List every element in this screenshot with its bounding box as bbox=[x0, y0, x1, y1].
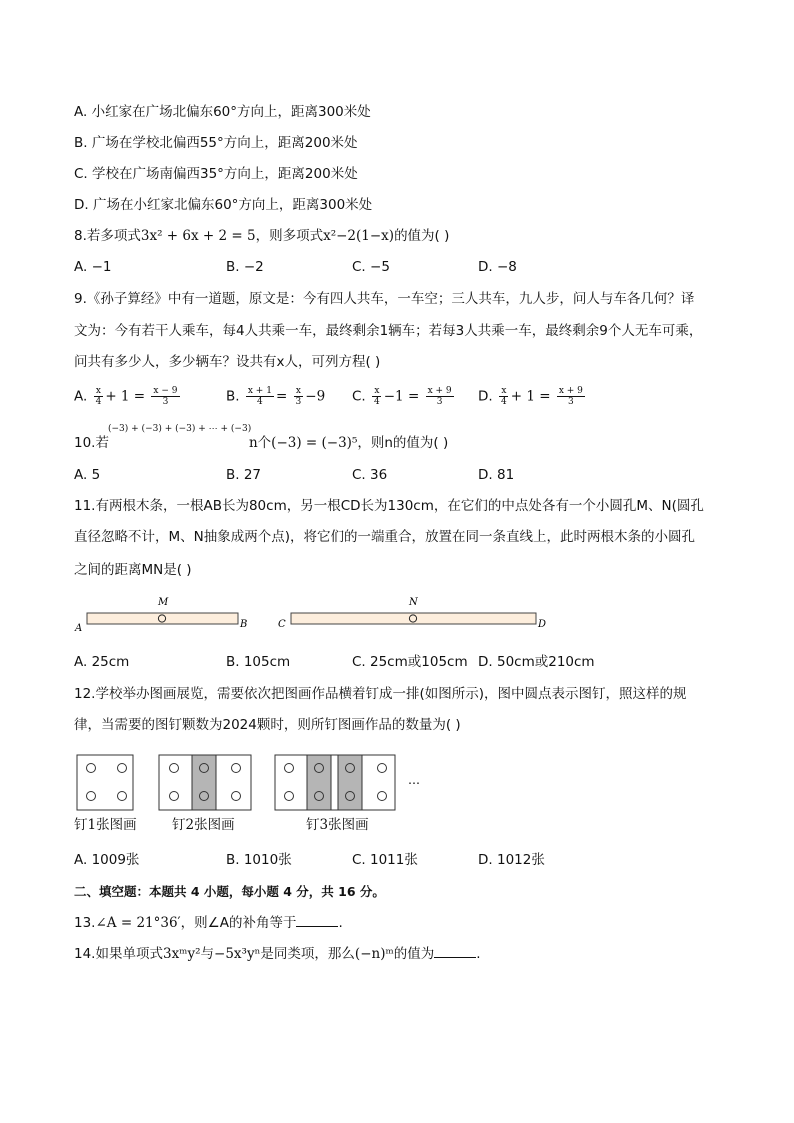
picture-1-frame bbox=[77, 755, 133, 810]
q8-option-d: D. −8 bbox=[478, 259, 517, 275]
fraction: $\frac{x}{4}$ bbox=[374, 386, 380, 407]
q7-option-c: C. 学校在广场南偏西35°方向上，距离200米处 bbox=[74, 166, 358, 182]
q9-line3: 问共有多少人，多少辆车？设共有x人，可列方程( ) bbox=[74, 354, 381, 370]
q14-expr2: −5x³yⁿ bbox=[214, 946, 261, 962]
q8-stem-c: 的值为( ) bbox=[394, 228, 450, 244]
answer-blank bbox=[296, 914, 338, 927]
fraction: $\frac{x}{3}$ bbox=[295, 386, 302, 407]
q8-stem-b: ，则多项式 bbox=[255, 228, 324, 244]
q13-stem: 13.∠A = 21°36′，则∠A的补角等于 . bbox=[74, 915, 343, 931]
q10-stem: 10.若 n个(−3) = (−3)⁵，则n的值为( ) bbox=[74, 435, 449, 451]
q10-overbrace-text: (−3) + (−3) + (−3) + ⋯ + (−3) bbox=[108, 424, 252, 434]
q9-option-d: D. $\frac{x}{4}$ + 1 = $\frac{x + 9}{3}$ bbox=[478, 386, 583, 407]
q11-line3: 之间的距离MN是( ) bbox=[74, 562, 192, 578]
q12-option-b: B. 1010张 bbox=[226, 852, 292, 868]
q8-stem-a: 8.若多项式 bbox=[74, 228, 141, 244]
q14-stem: 14.如果单项式3xᵐy²与−5x³yⁿ是同类项，那么(−n)ᵐ的值为 . bbox=[74, 946, 481, 962]
q8-expr2: x²−2(1−x) bbox=[323, 228, 395, 244]
q12-line1: 12.学校举办图画展览，需要依次把图画作品横着钉成一排(如图所示)，图中圆点表示图钉，照这样的规 bbox=[74, 686, 687, 702]
q8-option-a: A. −1 bbox=[74, 259, 112, 275]
q12-option-c: C. 1011张 bbox=[352, 852, 418, 868]
q12-line2: 律，当需要的图钉颗数为2024颗时，则所钉图画作品的数量为( ) bbox=[74, 717, 461, 733]
fraction: $\frac{x}{4}$ bbox=[500, 386, 507, 407]
q12-option-a: A. 1009张 bbox=[74, 852, 140, 868]
label-n: N bbox=[409, 597, 418, 608]
label-b: B bbox=[240, 619, 248, 630]
q13-expr: ∠A = 21°36′ bbox=[95, 915, 181, 931]
q7-option-a: A. 小红家在广场北偏东60°方向上，距离300米处 bbox=[74, 104, 371, 120]
q10-option-a: A. 5 bbox=[74, 467, 101, 483]
fraction: $\frac{x - 9}{3}$ bbox=[153, 386, 178, 407]
q14-expr1: 3xᵐy² bbox=[162, 946, 201, 962]
q9-line1: 9.《孙子算经》中有一道题，原文是：今有四人共车，一车空；三人共车，九人步，问人与车各几何？译 bbox=[74, 291, 695, 307]
q9-option-b: B. $\frac{x + 1}{4}$ = $\frac{x}{3}$ −9 bbox=[226, 386, 326, 407]
label-a: A bbox=[75, 623, 83, 634]
q11-option-a: A. 25cm bbox=[74, 654, 130, 670]
fraction: $\frac{x + 9}{3}$ bbox=[558, 386, 583, 407]
q10-option-b: B. 27 bbox=[226, 467, 262, 483]
picture-nail-diagram bbox=[72, 750, 432, 816]
q9-line2: 文为：今有若干人乘车，每4人共乘一车，最终剩余1辆车；若每3人共乘一车，最终剩余9个人无车可乘， bbox=[74, 323, 703, 339]
q10-option-d: D. 81 bbox=[478, 467, 515, 483]
q7-option-b: B. 广场在学校北偏西55°方向上，距离200米处 bbox=[74, 135, 358, 151]
picture-3-frame bbox=[275, 755, 395, 810]
q8-expr1: 3x² + 6x + 2 = 5 bbox=[140, 228, 256, 244]
q12-caption-3: 钉3张图画 bbox=[306, 817, 369, 833]
label-m: M bbox=[158, 597, 169, 608]
q8-option-c: C. −5 bbox=[352, 259, 390, 275]
fraction: $\frac{x + 9}{3}$ bbox=[427, 386, 452, 407]
q8-stem bbox=[74, 227, 449, 245]
section-heading: 二、填空题：本题共 4 小题，每小题 4 分，共 16 分。 bbox=[74, 884, 385, 899]
q11-line2: 直径忽略不计，M、N抽象成两个点)，将它们的一端重合，放置在同一条直线上，此时两根木条的小圆孔 bbox=[74, 529, 696, 545]
q11-option-b: B. 105cm bbox=[226, 654, 291, 670]
q12-option-d: D. 1012张 bbox=[478, 852, 545, 868]
q11-option-c: C. 25cm或105cm bbox=[352, 654, 468, 670]
label-d: D bbox=[538, 619, 547, 630]
q11-line1: 11.有两根木条，一根AB长为80cm，另一根CD长为130cm，在它们的中点处各有一个小圆孔M、N(圆孔 bbox=[74, 498, 704, 514]
q10-option-c: C. 36 bbox=[352, 467, 388, 483]
wood-strips-diagram bbox=[72, 592, 562, 634]
q9-option-a: A. $\frac{x}{4}$ + 1 = $\frac{x - 9}{3}$ bbox=[74, 386, 178, 407]
q10-expr: n个(−3) = (−3)⁵ bbox=[248, 435, 358, 451]
answer-blank bbox=[434, 945, 476, 958]
q8-option-b: B. −2 bbox=[226, 259, 264, 275]
q12-caption-1: 钉1张图画 bbox=[74, 817, 137, 833]
q7-option-d: D. 广场在小红家北偏东60°方向上，距离300米处 bbox=[74, 197, 373, 213]
label-c: C bbox=[278, 619, 286, 630]
q11-option-d: D. 50cm或210cm bbox=[478, 654, 595, 670]
fraction: $\frac{x}{4}$ bbox=[95, 386, 102, 407]
q14-expr3: (−n)ᵐ bbox=[354, 946, 394, 962]
q12-caption-2: 钉2张图画 bbox=[172, 817, 235, 833]
fraction: $\frac{x + 1}{4}$ bbox=[247, 386, 272, 407]
q9-option-c: C. $\frac{x}{4}$ −1 = $\frac{x + 9}{3}$ bbox=[352, 386, 452, 407]
ellipsis: … bbox=[408, 773, 420, 787]
